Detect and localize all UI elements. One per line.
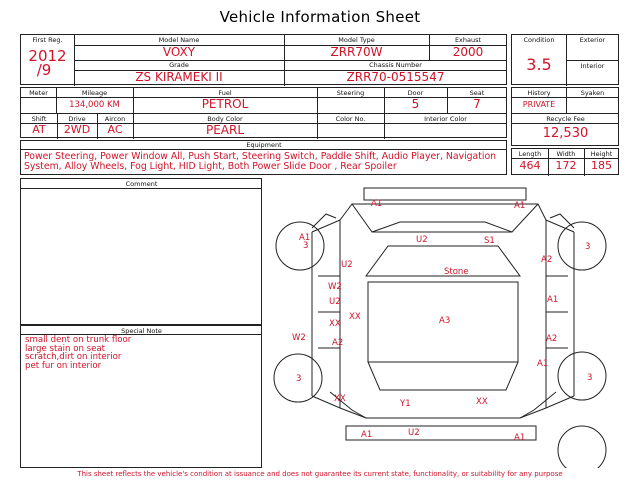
- history-value: PRIVATE: [522, 100, 556, 109]
- damage-windshield: Stone: [444, 267, 469, 277]
- damage-rear-right-xx: XX: [476, 397, 488, 407]
- aircon-value: AC: [107, 123, 123, 136]
- damage-left-rear-door-a2: A2: [332, 338, 344, 348]
- special-note-item: pet fur on interior: [25, 360, 102, 371]
- length-value: 464: [519, 159, 541, 172]
- special-note-label: Special Note: [121, 327, 162, 335]
- condition-label: Condition: [523, 36, 555, 44]
- damage-hood-right: S1: [484, 236, 495, 246]
- special-note-item: scratch,dirt on interior: [25, 352, 122, 363]
- fuel-value: PETROL: [201, 97, 249, 111]
- vehicle-info-table: [20, 34, 507, 85]
- windshield-outline: [366, 246, 520, 276]
- height-value: 185: [591, 159, 612, 172]
- damage-left-rear-door-xx-1: XX: [349, 312, 361, 322]
- length-label: Length: [518, 150, 542, 158]
- model-name-value: VOXY: [162, 45, 196, 59]
- chassis-value: ZRR70-0515547: [346, 70, 445, 84]
- damage-rear-bumper-u2: U2: [408, 428, 420, 438]
- vehicle-spec-table: [20, 87, 507, 138]
- damage-left-front-fender: U2: [341, 260, 353, 270]
- interior-label: Interior: [580, 62, 605, 70]
- damage-hood: U2: [416, 235, 428, 245]
- model-type-label: Model Type: [338, 36, 375, 44]
- shift-value: AT: [32, 123, 46, 136]
- damage-left-side-w2: W2: [292, 333, 306, 343]
- door-value: 5: [411, 97, 420, 111]
- damage-front-bumper-right: A1: [514, 201, 526, 211]
- damage-rear-right-wheel: 3: [587, 373, 593, 383]
- recycle-fee-label: Recycle Fee: [546, 115, 585, 123]
- damage-rear-left-xx: XX: [334, 394, 346, 404]
- damage-rear-bumper-left: A1: [361, 430, 373, 440]
- damage-right-front-fender: A2: [541, 255, 553, 265]
- rear-window-outline: [368, 362, 518, 390]
- mileage-label: Mileage: [81, 89, 108, 97]
- damage-front-bumper: A1: [371, 199, 383, 209]
- equipment-box: [20, 140, 507, 175]
- front-bumper-outline: [364, 188, 526, 200]
- damage-left-front-door-u: U2: [329, 297, 341, 307]
- shift-label: Shift: [31, 115, 47, 123]
- car-damage-diagram: [265, 183, 625, 468]
- equipment-label: Equipment: [246, 141, 282, 149]
- special-note-item: small dent on trunk floor: [25, 335, 132, 345]
- damage-right-rear-qtr: A1: [537, 359, 549, 369]
- recycle-fee-value: 12,530: [542, 126, 589, 141]
- first-reg-month: /9: [36, 61, 52, 79]
- history-recycle-box: [511, 87, 619, 146]
- drive-value: 2WD: [63, 123, 91, 136]
- damage-front-left-wheel-code: A1: [299, 233, 311, 243]
- special-note-list: [25, 336, 131, 370]
- history-label: History: [527, 89, 551, 97]
- damage-rear-window: Y1: [400, 399, 411, 409]
- damage-left-rear-door-xx-2: XX: [329, 319, 341, 329]
- condition-value: 3.5: [526, 55, 552, 74]
- seat-label: Seat: [469, 89, 485, 97]
- steering-label: Steering: [336, 89, 365, 97]
- chassis-label: Chassis Number: [369, 61, 422, 69]
- first-reg-label: First Reg.: [32, 36, 63, 44]
- body-color-label: Body Color: [207, 115, 243, 123]
- rear-right-wheel: [558, 352, 606, 400]
- sheet-title: Vehicle Information Sheet: [219, 8, 421, 26]
- damage-front-right-wheel: 3: [585, 242, 591, 252]
- exhaust-value: 2000: [452, 45, 484, 59]
- front-left-wheel: [276, 222, 324, 270]
- meter-label: Meter: [29, 89, 48, 97]
- damage-left-front-door-w: W2: [328, 282, 342, 292]
- grade-label: Grade: [169, 61, 189, 69]
- model-type-value: ZRR70W: [330, 45, 383, 59]
- spare-wheel: [558, 426, 606, 468]
- syaken-label: Syaken: [580, 89, 605, 97]
- height-label: Height: [590, 150, 613, 158]
- damage-right-rear-door: A2: [546, 334, 558, 344]
- model-name-label: Model Name: [158, 36, 200, 44]
- special-note-box: [20, 325, 262, 468]
- width-label: Width: [556, 150, 576, 158]
- exhaust-label: Exhaust: [454, 36, 482, 44]
- damage-roof: A3: [439, 316, 451, 326]
- aircon-label: Aircon: [104, 115, 126, 123]
- damage-rear-bumper-right: A1: [514, 433, 526, 443]
- damage-rear-left-wheel: 3: [296, 374, 302, 384]
- damage-front-left-wheel-num: 3: [303, 241, 309, 251]
- first-reg-year: 2012: [28, 47, 67, 65]
- condition-box: [511, 34, 619, 85]
- grade-value: ZS KIRAMEKI II: [135, 70, 223, 84]
- comment-box: [20, 178, 262, 325]
- color-no-label: Color No.: [335, 115, 366, 123]
- disclaimer-footer: This sheet reflects the vehicle's condition at issuance and does not guarantee its current state, functionality, or suitability for any purpose: [77, 470, 563, 478]
- interior-color-label: Interior Color: [424, 115, 467, 123]
- body-color-value: PEARL: [205, 123, 245, 137]
- front-right-wheel: [558, 222, 606, 270]
- fuel-label: Fuel: [218, 89, 232, 97]
- door-label: Door: [407, 89, 424, 97]
- drive-label: Drive: [68, 115, 86, 123]
- equipment-value: Power Steering, Power Window All, Push Start, Steering Switch, Paddle Shift, Audio Player, Navigation System, Alloy Wheels, Fog Light, HID Light, Both Power Slide Door , Rear Spoiler: [24, 151, 497, 172]
- seat-value: 7: [473, 97, 481, 111]
- width-value: 172: [555, 159, 577, 172]
- dimensions-box: [511, 148, 619, 175]
- mileage-value: 134,000 KM: [69, 100, 120, 110]
- exterior-label: Exterior: [579, 36, 606, 44]
- special-note-item: large stain on seat: [25, 343, 106, 354]
- damage-right-front-door: A1: [547, 295, 559, 305]
- rear-bumper-outline: [346, 426, 536, 440]
- comment-label: Comment: [125, 180, 158, 188]
